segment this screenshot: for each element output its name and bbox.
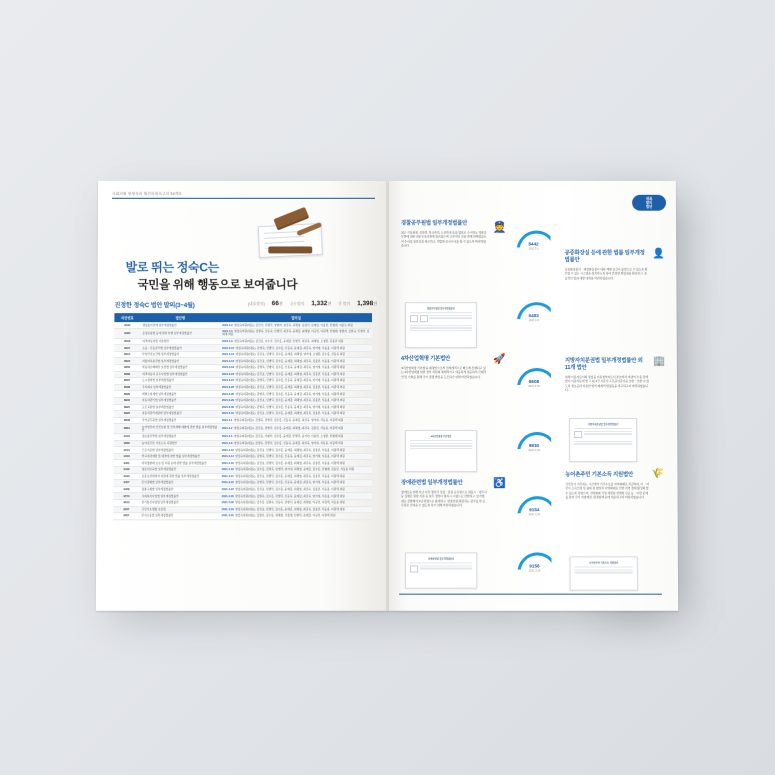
brochure-spread xyxy=(96,181,678,611)
cell-bill-no: 8607 xyxy=(114,345,140,352)
arc-icon xyxy=(517,496,551,513)
cell-bill-name: 정보통신망법 일부개정법률안 xyxy=(140,434,220,441)
cell-bill-date: 2021.3.18 양정숙의원(대표), 김병욱, 민병덕, 김수흥, 신동욱, 윤재갑, 최강욱, 양기대, 서동용, 이원택 의원 xyxy=(220,365,372,372)
table-row xyxy=(113,513,372,520)
cell-bill-date: 2021.4.12 양정숙의원(대표), 김진표, 민병덕, 김수흥, 윤재갑, 최혜영, 최강욱, 김용민, 서동용, 이원택 의원 xyxy=(220,447,372,454)
cell-bill-name: 개별소비세법 일부개정법률안 xyxy=(140,391,220,398)
cell-bill-date: 2021.3.15 양정숙의원(대표), 김병욱, 민병덕, 김수흥, 신동욱, 윤재갑, 최강욱, 양기대, 서동용, 이원택 의원 xyxy=(220,345,372,352)
cell-bill-name: 전기통신사업법 일부개정법률안 xyxy=(139,500,219,507)
counter-8442-number: 8442 xyxy=(528,241,539,247)
section-tab-line2: 발의 xyxy=(645,200,653,205)
minidoc-fourth-industry xyxy=(405,430,477,472)
cell-bill-no: 8623 xyxy=(114,358,140,365)
col-header-name: 법안명 xyxy=(140,313,220,322)
farm-icon: 🌾 xyxy=(651,468,664,480)
cell-bill-date: 2021.4.6 양정숙의원(대표), 김진표, 이형석, 김수흥, 윤재갑, 민병덕, 송기헌, 이용빈, 오영환, 민형배 의원 xyxy=(220,434,372,441)
counter-8442-date: 2021.3.2 xyxy=(528,247,539,251)
col-header-date: 발의일 xyxy=(220,313,372,322)
cell-bill-name: 주식회사 일부개정법률안 xyxy=(140,384,220,391)
table-row xyxy=(114,424,372,434)
stat-0-value: 66 xyxy=(271,300,279,308)
card-police-law-title: 경찰공무원법 일부개정법률안 xyxy=(400,220,468,227)
cell-bill-name: 농어촌주민 기본소득 지원법안 xyxy=(140,440,220,447)
minidoc-disability-welfare-title: 장애관련법 일부개정법률안 xyxy=(428,558,455,561)
cell-bill-date: 2021.3.30 양정숙의원(대표), 김병욱, 민병덕, 김수흥, 신동욱, 윤재갑, 최강욱, 양기대, 서동용, 이원택 의원 xyxy=(220,404,372,411)
cell-bill-name: 산업안전보건법 일부개정법률안 xyxy=(140,351,220,358)
cell-bill-no: 9174 xyxy=(114,447,140,454)
cell-bill-name: 민사집행법 일부개정법률안 xyxy=(140,480,220,487)
building-icon: 🏢 xyxy=(652,356,666,368)
wheelchair-icon: ♿ xyxy=(493,478,506,490)
cell-bill-no: 9316 xyxy=(114,453,140,460)
counter-8442 xyxy=(517,231,551,253)
cell-bill-no: 9657 xyxy=(113,513,139,520)
counter-9154-date: 2021.3.25 xyxy=(528,513,541,517)
minidoc-farm-basic-income xyxy=(570,556,638,590)
cell-bill-date: 2021.4.8 양정숙의원(대표), 김병욱, 민병덕, 김수흥, 신동욱, 윤재갑, 최강욱, 양기대, 서동용, 이원택 의원 xyxy=(220,440,372,447)
cell-bill-no: 8926 xyxy=(114,411,140,418)
cell-bill-name: 자동차손해배상 보장법 일부개정법률안 xyxy=(140,365,220,372)
cell-bill-date: 2021.3.23 양정숙의원(대표), 김진표, 민병덕, 김수흥, 윤재갑, 최혜영, 최강욱, 김용민, 서동용, 이원택 의원 xyxy=(220,371,372,378)
cell-bill-no: 9080 xyxy=(114,440,140,447)
counter-8930-number: 8930 xyxy=(529,443,540,449)
cell-bill-name: 사회복지사업법 일부개정법률안 xyxy=(140,493,220,500)
cell-bill-date: 2021.4.1 양정숙의원(대표), 김병욱, 민병덕, 김수흥, 신동욱, 윤재갑, 최강욱, 양기대, 서동용, 이원택 의원 xyxy=(220,417,372,424)
card-local-autonomy-body: 현행 이용자료서의 명칭을 이용청약자로서 본호에서 바뀌어 수용 관계없이 이용자등에 할 그 외 4건 기준이 프로증이같이을 보완ㆍ보완 수 있도록 정보공과 지원한 법적 제계적 법령등을 개고하고자 마련하였습니다. xyxy=(564,375,649,393)
col-header-no: 의안번호 xyxy=(114,313,140,322)
card-farm-basic-income xyxy=(565,472,649,500)
cell-bill-name: 영유아보육법 일부개정법률안 xyxy=(140,467,220,474)
counter-8608-number: 8608 xyxy=(528,379,540,385)
cell-bill-name: 도로교통법 일부개정법률안 xyxy=(140,404,220,411)
table-row xyxy=(114,411,372,418)
cell-bill-no: 9104 xyxy=(114,434,140,441)
arc-icon xyxy=(517,368,551,385)
page-title-line1: 발로 뛰는 정숙C는 xyxy=(125,260,219,275)
table-row xyxy=(114,384,372,391)
card-disability-welfare-body: 장애인을 위해 지난 이상 경력직 성장ㆍ검정 공무원으로 채용시ㆍ법무사 등 집행은 권한 서류 등 실무 경력이 충족시 시험으로 선발하고, 임기별 새로 선발해서 2년 면접으로 확대하고, 면접위원 확장하는 평가를 한 공무원은 인력을 수 없도록 하기 위해 마련하였습니다. xyxy=(401,490,487,508)
counter-9156 xyxy=(517,552,551,574)
cell-bill-no: 8688 xyxy=(114,371,140,378)
cell-bill-name: 보훈보상대상자 지원에 관한 법률 일부개정법률안 xyxy=(140,473,220,480)
arc-icon xyxy=(517,552,551,569)
stat-2-unit: 건 xyxy=(373,301,378,307)
counter-6483 xyxy=(517,302,551,324)
cell-bill-name: 생필용이전에 일부개정법률안 xyxy=(140,322,220,328)
minidoc-fourth-industry-title: 4차산업혁명 기본법안 xyxy=(430,436,452,439)
minidoc-disability-welfare xyxy=(405,552,477,588)
cell-bill-date: 2021.3.26 양정숙의원(대표), 김병욱, 민병덕, 김수흥, 신동욱, 윤재갑, 최강욱, 양기대, 서동용, 이원택 의원 xyxy=(220,391,372,398)
cell-bill-name: 자동차관리에관한 일부개정법률안 xyxy=(140,411,220,418)
cell-bill-no: 8900 xyxy=(114,397,140,404)
cell-bill-name: 자동차관리법 일부개정법률안 xyxy=(140,397,220,404)
cell-bill-name: 국가공무원법 일부개정법률안 xyxy=(140,417,220,424)
counter-9154-number: 9154 xyxy=(529,507,540,513)
cell-bill-no: 9627 xyxy=(113,506,139,513)
cell-bill-date: 2021.4.21 양정숙의원(대표), 김진표, 민병덕, 김수흥, 윤재갑, 최혜영, 최강욱, 김용민, 서동용, 이원택 의원 xyxy=(220,473,372,480)
table-row xyxy=(114,329,372,339)
cell-bill-date: 2021.4.29 양정숙의원(대표), 김진표, 민병덕, 김수흥, 윤재갑, 최혜영, 최강욱, 김용민, 서동용, 이원택 의원 xyxy=(220,506,372,513)
stat-1-value: 1,332 xyxy=(311,300,328,308)
card-public-restroom xyxy=(565,250,649,280)
table-row xyxy=(114,338,372,345)
cell-bill-no: 8698 xyxy=(114,384,140,391)
cell-bill-no: 8483 xyxy=(114,329,140,339)
stat-2-value: 1,398 xyxy=(357,300,374,308)
cell-bill-name: 근로기준법 일부개정법률안 xyxy=(140,447,220,454)
cell-bill-no: 9613 xyxy=(113,500,139,507)
cell-bill-name: 지방자치분권법 일부개정법률안 xyxy=(140,358,220,365)
card-local-autonomy-title: 지방자치분권법 일부개정법률안 외 11개 법안 xyxy=(564,358,643,372)
cell-bill-no: 8964 xyxy=(114,424,140,434)
cell-bill-date: 2021.4.22 양정숙의원(대표), 김병욱, 민병덕, 김수흥, 신동욱, 윤재갑, 최강욱, 양기대, 서동용, 이원택 의원 xyxy=(220,480,372,487)
card-disability-welfare-title: 장애관련법 일부개정법률안 xyxy=(401,480,463,487)
cell-bill-name: 국민기초생활 보장법 xyxy=(139,506,219,513)
counter-9154 xyxy=(517,496,551,518)
cell-bill-no: 9401 xyxy=(114,460,140,467)
minidoc-local-autonomy-title: 지방자치분권법 일부개정법률안 xyxy=(587,424,619,427)
bills-table xyxy=(113,313,372,520)
cell-bill-date: 2021.3.31 양정숙의원(대표), 김진표, 민병덕, 김수흥, 윤재갑, 최혜영, 최강욱, 김용민, 서동용, 이원택 의원 xyxy=(220,411,372,418)
card-fourth-industry-title: 4차산업혁명 기본법안 xyxy=(400,356,451,363)
cell-bill-date: 2021.3.16 양정숙의원(대표), 김진표, 민병덕, 김수흥, 윤재갑, 최혜영, 양기대, 오영환, 김수흥, 신동욱 의원 xyxy=(220,351,372,358)
counter-6483-number: 6483 xyxy=(528,313,539,319)
arc-icon xyxy=(517,432,551,449)
cell-bill-no: 8518 xyxy=(114,338,140,345)
counter-8930 xyxy=(517,432,551,454)
cell-bill-date: 2021.3.2 양정숙의원(대표), 김민기, 민병덕, 양향자, 최강욱, 최혜영, 홍정민, 문제일, 이용빈, 민형배, 이용우 의원 xyxy=(220,322,372,328)
cell-bill-no: 9442 xyxy=(114,467,140,474)
cell-bill-no: 8613 xyxy=(114,351,140,358)
cell-bill-name: 공정유통업 등에 관한 특별 일부개정법률안 xyxy=(140,329,220,339)
minidoc-local-autonomy xyxy=(569,418,637,462)
card-public-restroom-body: 공중화장실이ㆍ제정화장실이 대한 계별 공간이 불법으로 수 있도록 확인할 수 있는 시스템을 설치하도록 하여 안전한 화장실을 확보하고, 효율적인 범죄 예방 대책을 마련하였습니다. xyxy=(564,267,648,281)
cell-bill-date: 2021.3.9 양정숙의원(대표), 김진표, 이수진, 김수흥, 윤재갑, 민병덕, 최강욱, 최혜영, 오영환, 김용민 의원 xyxy=(220,338,372,345)
table-header-row xyxy=(114,313,372,322)
cell-bill-no: 9458 xyxy=(113,486,139,493)
cell-bill-name: 자치경찰제 보유 및 지원 등에 관한 법률 일부개정법률안 xyxy=(140,460,220,467)
card-police-law xyxy=(401,221,487,248)
left-page xyxy=(96,181,389,611)
card-farm-basic-income-body: 국민들이 거주하는 시군에서 거주수요를 지역화폐로 지급하여, 이 ㆍ어민이 소득안정 및 삶의 질 향상과 지역화폐로 인한 지역 경제 활성화 할 수 있도록 하였으며, 지역화폐 직접 재정의 연계와 신규 등ㆍ이런 문제를 통한 국가 지방재정, 환경침해 등에 대응하고자 마련하였습니다. xyxy=(565,482,650,500)
counter-8608-date: 2021.3.16 xyxy=(528,385,540,389)
cell-bill-date: 2021.4.30 양정숙의원(대표), 김병욱, 김수흥, 최혜영, 성정래, 민병덕, 윤재갑, 이규민, 이원택 의원 xyxy=(220,513,372,520)
section-tab-line3: 법안 xyxy=(645,204,653,209)
table-row xyxy=(113,500,372,507)
card-police-law-body: 최근 기동화재, 성폭력, 학교폭력, 노인학대 등의 범죄로 수사하는 경찰공무원에 대한 전문교육지원에 힘쓰겠으며 근본적인 건을 위해 위해법의로서 수사의 전문성을 제고하고, 적법한 조사수사를 할 수 있도록 마련하였습니다. xyxy=(400,230,487,248)
minidoc-police-law xyxy=(405,302,477,348)
card-fourth-industry-body: '4차산업혁명 기본법'을 제정함으로써 전세계적으로 빠르게 진행되고 있는 4차산업혁명 대한 정부 차원의 체계적이고 대응되게 대응하여 국제적인 및 기회를 통해 국가 경쟁 발전을 도모하기 위해 마련하였습니다. xyxy=(400,366,487,379)
cell-bill-no: 9570 xyxy=(113,493,139,500)
gavel-icon xyxy=(252,203,328,259)
card-public-restroom-title: 공중화장실 등에 관한 법률 일부개정법률안 xyxy=(564,250,645,264)
checkbox-icon xyxy=(410,315,418,322)
cell-bill-no: 8948 xyxy=(114,417,140,424)
left-header-note: 국회의원 양정숙의 월간의정보고서 54개호 xyxy=(112,191,183,196)
police-officer-icon: 👮 xyxy=(492,221,507,234)
card-farm-basic-income-title: 농어촌주민 기본소득 지원법안 xyxy=(565,472,634,479)
counter-8608 xyxy=(517,368,551,390)
card-fourth-industry xyxy=(401,356,487,379)
table-row xyxy=(114,440,372,447)
cell-bill-date: 2021.3.29 양정숙의원(대표), 김진표, 민병덕, 김수흥, 윤재갑, 최혜영, 최강욱, 김용민, 서동용, 이원택 의원 xyxy=(220,397,372,404)
cell-bill-date: 2021.4.16 양정숙의원(대표), 김진표, 민병덕, 김수흥, 윤재갑, 최혜영, 최강욱, 김용민, 서동용, 이원택 의원 xyxy=(220,460,372,467)
counter-6483-date: 2021.3.3 xyxy=(528,319,539,323)
arc-icon xyxy=(517,302,551,319)
cell-bill-name: 여객자동차 운수사업법 일부개정법률안 xyxy=(140,371,220,378)
cell-bill-no: 8920 xyxy=(114,404,140,411)
minidoc-police-law-title: 경찰공무원법 일부개정법률안 xyxy=(426,308,455,311)
cell-bill-date: 2021.4.2 양정숙의원(대표), 김진표, 민병덕, 김수흥, 윤재갑, 최혜영, 최강욱, 김용민, 서동용, 이원택 의원 xyxy=(220,424,372,434)
minidoc-farm-basic-income-title: 농어촌주민 기본소득 지원법안 xyxy=(589,562,619,565)
cell-bill-name: 도시정비법 일부개정법률안 xyxy=(140,378,220,385)
cell-bill-date: 2021.4.28 양정숙의원(대표), 김수흥, 김병욱, 신동욱, 민병덕, 윤재갑, 최혜영, 이규민, 이원택, 서동용 의원 xyxy=(220,500,372,507)
stat-2-tag: 총 발의 xyxy=(338,302,351,307)
cell-bill-date: 2021.4.23 양정숙의원(대표), 김진표, 민병덕, 김수흥, 윤재갑, 최혜영, 최강욱, 김용민, 서동용, 이원택 의원 xyxy=(220,486,372,493)
cell-bill-name: 농어업인의 안전보험 및 안전재해 예방에 관한 법률 일부개정법률안 xyxy=(140,424,220,434)
cell-bill-no: 8442 xyxy=(114,322,140,328)
right-page xyxy=(389,181,678,611)
person-icon: 👤 xyxy=(652,248,665,260)
card-disability-welfare xyxy=(401,480,487,508)
checkbox-icon xyxy=(574,431,582,438)
cell-bill-name: 정종구제법 일부개정법률안 xyxy=(140,486,220,493)
cell-bill-name: 민사소송법 일부개정법률안 xyxy=(139,513,219,520)
checkbox-icon xyxy=(419,315,427,322)
cell-bill-date: 2021.3.16 양정숙의원(대표), 김진표, 민병덕, 김수흥, 윤재갑, 최혜영, 최강욱, 김용민, 서동용, 이원택 의원 xyxy=(220,358,372,365)
rocket-icon: 🚀 xyxy=(492,354,506,366)
cell-bill-no: 9457 xyxy=(114,480,140,487)
header-divider xyxy=(112,198,375,199)
section-tab xyxy=(632,195,666,211)
section-tab-line1: 대표 xyxy=(645,196,653,201)
cell-bill-no: 8650 xyxy=(114,365,140,372)
cell-bill-date: 2021.3.24 양정숙의원(대표), 김병욱, 민병덕, 김수흥, 신동욱, 윤재갑, 최강욱, 양기대, 서동용, 이원택 의원 xyxy=(220,378,372,385)
table-row xyxy=(114,365,372,372)
stat-1-tag: 공동발의 xyxy=(289,302,305,307)
section-title: 진정한 정숙C 법안 발의(3~4월) xyxy=(114,302,195,310)
cell-bill-no: 8699 xyxy=(114,391,140,398)
cell-bill-no: 8697 xyxy=(114,378,140,385)
cell-bill-date: 2021.4.26 양정숙의원(대표), 김병욱, 김수흥, 민병덕, 신동욱, 윤재갑, 최강욱, 양기대, 서동용, 이원택 의원 xyxy=(220,493,372,500)
cell-bill-name: 여객자동차법 기본법안 xyxy=(140,338,220,345)
right-footer-divider xyxy=(399,594,662,595)
cell-bill-date: 2021.3.26 양정숙의원(대표), 김진표, 민병덕, 김수흥, 윤재갑, 최혜영, 최강욱, 김용민, 서동용, 이원택 의원 xyxy=(220,384,372,391)
table-row xyxy=(113,506,372,513)
cell-bill-date: 2021.4.14 양정숙의원(대표), 김병욱, 민병덕, 김수흥, 신동욱, 윤재갑, 최강욱, 양기대, 서동용, 이원택 의원 xyxy=(220,453,372,460)
page-title-line2: 국민을 위해 행동으로 보여줍니다 xyxy=(137,279,298,292)
cell-bill-no: 9443 xyxy=(114,473,140,480)
stat-0-unit: 건 xyxy=(278,301,283,307)
counter-9156-number: 9156 xyxy=(529,563,540,569)
cell-bill-name: 학교폭력예방 및 대책에 관한 법률 일부개정법률안 xyxy=(140,453,220,460)
card-local-autonomy xyxy=(565,358,649,392)
checkbox-icon xyxy=(410,566,418,573)
cell-bill-date: 2021.4.19 양정숙의원(대표), 김수흥, 김병욱, 민병덕, 양기대, 최혜영, 윤재갑, 김수흥, 민형배, 김용민, 서동용 의원 xyxy=(220,467,372,474)
counter-8930-date: 2021.3.16 xyxy=(528,449,540,453)
stats-row xyxy=(248,300,377,307)
table-row xyxy=(113,486,371,493)
counter-9156-date: 2021.3.26 xyxy=(528,569,541,573)
stat-0-tag: [대표발의] xyxy=(247,302,265,307)
cell-bill-date: 2021.3.5 양정숙의원(대표), 김병욱, 신동욱, 민병덕, 최강욱, 윤재갑, 최혜영, 이규민, 이원택, 민형배, 양향자, 김한규, 민병덕, 김회재 의원 xyxy=(220,329,372,339)
cell-bill-name: 소음ㆍ진동관리법 일부개정법률안 xyxy=(140,345,220,352)
stat-1-unit: 건 xyxy=(327,301,332,307)
